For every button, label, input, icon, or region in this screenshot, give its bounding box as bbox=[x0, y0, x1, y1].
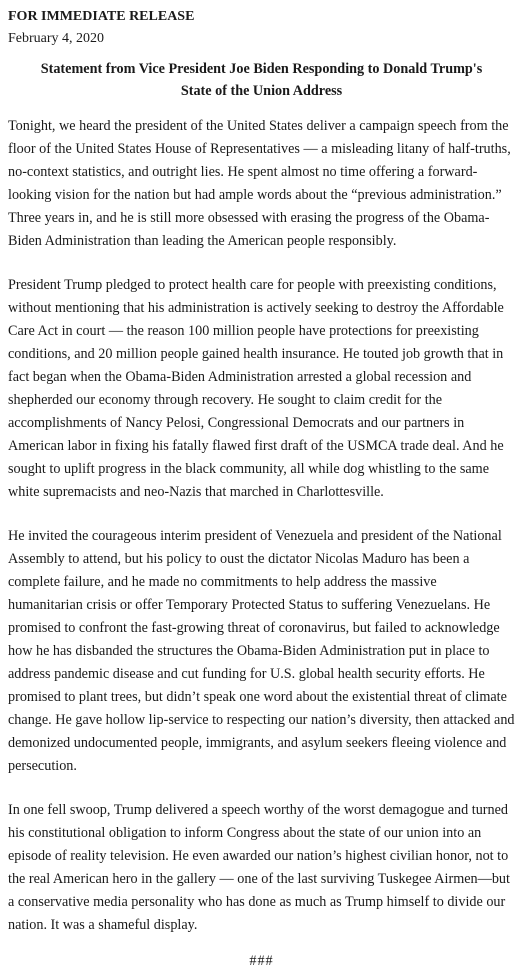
release-label: FOR IMMEDIATE RELEASE bbox=[8, 9, 195, 24]
statement-title bbox=[12, 58, 511, 102]
paragraph-2: President Trump pledged to protect health care for people with preexisting conditions, without mentioning that his administration is actively seeking to destroy the Affordable Care Act in court — the reason 100 million people have protections for preexisting conditions, and 20 million people gained health insurance. He touted job growth that in fact began when the Obama-Biden Administration arrested a global recession and shepherded our economy through recovery. He sought to claim credit for the accomplishments of Nancy Pelosi, Congressional Democrats and our partners in American labor in fixing his fatally flawed first draft of the USMCA trade deal. And he sought to uplift progress in the black community, all while dog whistling to the same white supremacists and neo-Nazis that marched in Charlottesville. bbox=[8, 277, 504, 500]
paragraph-3: He invited the courageous interim president of Venezuela and president of the National Assembly to attend, but his policy to oust the dictator Nicolas Maduro has been a complete failure, and he made no commitments to help address the massive humanitarian crisis or offer Temporary Protected Status to suffering Venezuelans. He promised to confront the fast-growing threat of coronavirus, but failed to acknowledge how he has disbanded the structures the Obama-Biden Administration put in place to address pandemic disease and cut funding for U.S. global health security efforts. He promised to plant trees, but didn’t speak one word about the existential threat of climate change. He gave hollow lip-service to respecting our nation’s diversity, then attacked and demonized undocumented people, immigrants, and asylum seekers fleeing violence and persecution. bbox=[8, 528, 515, 774]
end-mark: ### bbox=[249, 953, 274, 969]
paragraph-1: Tonight, we heard the president of the United States deliver a campaign speech from the floor of the United States House of Representatives — a misleading litany of half-truths, no-context statistics, and outright lies. He spent almost no time offering a forward-looking vision for the nation but had ample words about the “previous administration.” Three years in, and he is still more obsessed with erasing the progress of the Obama-Biden Administration than leading the American people responsibly. bbox=[8, 118, 511, 249]
statement-title-line-2: State of the Union Address bbox=[180, 83, 343, 99]
statement-title-line-1: Statement from Vice President Joe Biden Responding to Donald Trump's bbox=[40, 61, 483, 77]
paragraph-4: In one fell swoop, Trump delivered a speech worthy of the worst demagogue and turned his constitutional obligation to inform Congress about the state of our union into an episode of reality television. He even awarded our nation’s highest civilian honor, not to the real American hero in the gallery — one of the last surviving Tuskegee Airmen—but a conservative media personality who has done as much as Trump himself to divide our nation. It was a shameful display. bbox=[8, 802, 510, 933]
release-date: February 4, 2020 bbox=[8, 31, 105, 46]
